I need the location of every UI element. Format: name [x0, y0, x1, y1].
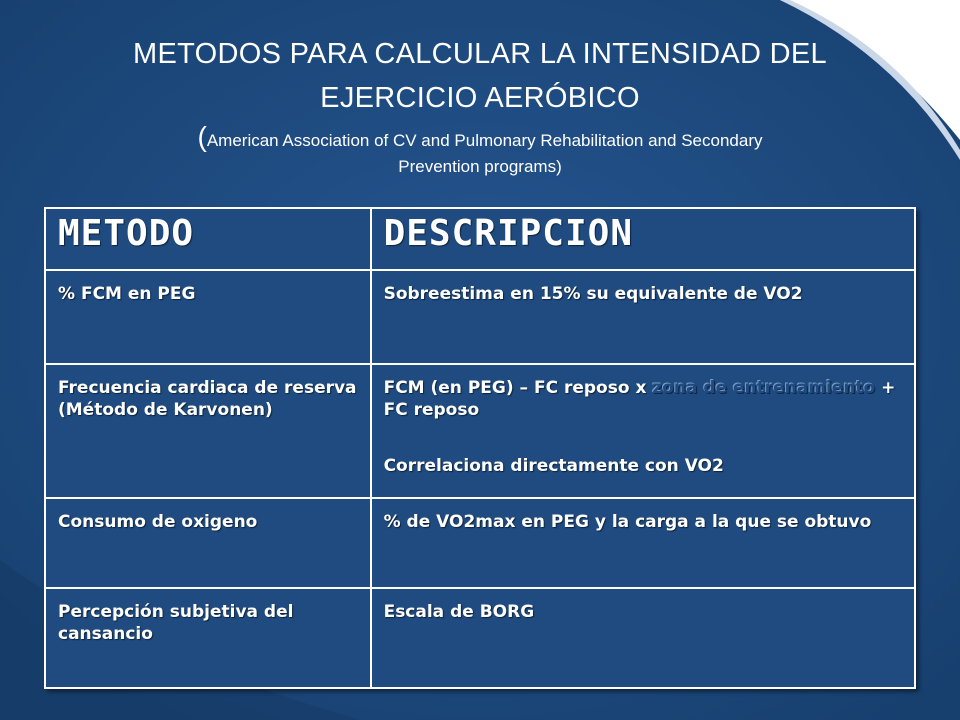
formula-note: Correlaciona directamente con VO2	[383, 456, 724, 476]
descripcion-cell: Escala de BORG	[371, 588, 915, 688]
slide-title-block	[60, 32, 900, 180]
table-row	[45, 588, 915, 688]
descripcion-cell: Sobreestima en 15% su equivalente de VO2	[371, 270, 915, 364]
descripcion-cell	[371, 364, 915, 498]
formula-prefix: FCM (en PEG) – FC reposo x	[383, 378, 653, 398]
formula-zone-term: zona de entrenamiento	[652, 378, 876, 398]
metodo-cell: Consumo de oxigeno	[45, 498, 371, 588]
table-row	[45, 364, 915, 498]
cell-spacer	[384, 421, 902, 455]
header-descripcion: DESCRIPCION	[371, 208, 915, 270]
table-header-row	[45, 208, 915, 270]
methods-table	[44, 207, 916, 689]
table-row	[45, 270, 915, 364]
metodo-cell: Percepción subjetiva del cansancio	[45, 588, 371, 688]
slide-title	[60, 32, 900, 120]
formula-suffix: + FC reposo	[383, 378, 896, 420]
table-row	[45, 498, 915, 588]
title-line-2: EJERCICIO AERÓBICO	[320, 82, 640, 114]
metodo-cell: % FCM en PEG	[45, 270, 371, 364]
source-text-line-2: Prevention programs)	[398, 157, 562, 176]
title-line-1: METODOS PARA CALCULAR LA INTENSIDAD DEL	[133, 38, 827, 70]
descripcion-cell: % de VO2max en PEG y la carga a la que se obtuvo	[371, 498, 915, 588]
metodo-cell: Frecuencia cardiaca de reserva (Método de Karvonen)	[45, 364, 371, 498]
source-paren: (	[197, 121, 207, 152]
source-text: American Association of CV and Pulmonary Rehabilitation and Secondary	[206, 131, 763, 150]
header-metodo: METODO	[45, 208, 371, 270]
source-citation	[60, 121, 900, 180]
